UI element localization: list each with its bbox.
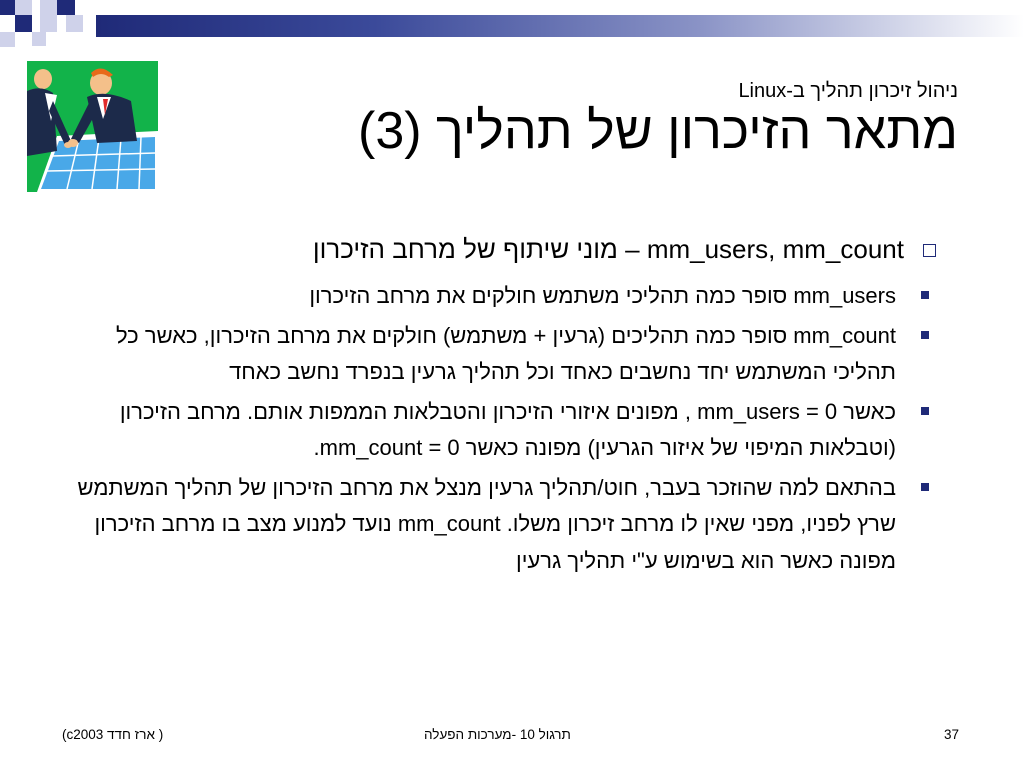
corner-square: [40, 0, 57, 15]
square-bullet-icon: [923, 244, 936, 257]
businessmen-clipart: [27, 61, 158, 192]
footer-copyright: (c2003 ארז חדד ): [62, 727, 164, 742]
filled-square-bullet-icon: [921, 483, 929, 491]
corner-square: [40, 15, 57, 32]
sub-bullet: [60, 470, 904, 580]
main-bullet: [60, 232, 904, 266]
sub-bullet-text: mm_count סופר כמה תהליכים (גרעין + משתמש) חולקים את מרחב הזיכרון, כאשר כל תהליכי המשתמש יחד נחשבים כאחד וכל תהליך גרעין בנפרד נחשב כאחד: [115, 322, 896, 384]
filled-square-bullet-icon: [921, 331, 929, 339]
slide-subtitle: ניהול זיכרון תהליך ב-Linux: [738, 80, 958, 102]
filled-square-bullet-icon: [921, 407, 929, 415]
corner-square: [32, 32, 46, 46]
slide-title: מתאר הזיכרון של תהליך (3): [358, 102, 958, 160]
filled-square-bullet-icon: [921, 291, 929, 299]
main-bullet-text: mm_users, mm_count – מוני שיתוף של מרחב הזיכרון: [312, 234, 904, 264]
corner-square: [15, 15, 32, 32]
page-number: 37: [944, 727, 960, 742]
header-gradient-bar: [96, 15, 1024, 37]
corner-square: [57, 0, 75, 15]
corner-square: [66, 15, 83, 32]
sub-bullet: [60, 318, 904, 391]
sub-bullet-text: mm_users סופר כמה תהליכי משתמש חולקים את מרחב הזיכרון: [309, 283, 896, 308]
corner-square: [15, 0, 32, 15]
sub-bullet: [60, 394, 904, 467]
sub-bullet-text: בהתאם למה שהוזכר בעבר, חוט/תהליך גרעין מנצל את מרחב הזיכרון של תהליך המשתמש שרץ לפניו, מפני שאין לו מרחב זיכרון משלו. mm_count נועד למנוע מצב בו מרחב הזיכרון מפונה כאשר הוא בשימוש ע"י תהליך גרעין: [77, 474, 896, 573]
corner-square: [0, 32, 15, 47]
sub-bullet-text: כאשר mm_users = 0 , מפונים איזורי הזיכרון והטבלאות הממפות אותם. מרחב הזיכרון (וטבלאות המיפוי של איזור הגרעין) מפונה כאשר mm_count = 0.: [119, 398, 896, 460]
corner-square: [0, 0, 15, 15]
footer-course: תרגול 10 -מערכות הפעלה: [424, 727, 571, 742]
slide-content: [60, 232, 904, 582]
sub-bullet: [60, 278, 904, 315]
